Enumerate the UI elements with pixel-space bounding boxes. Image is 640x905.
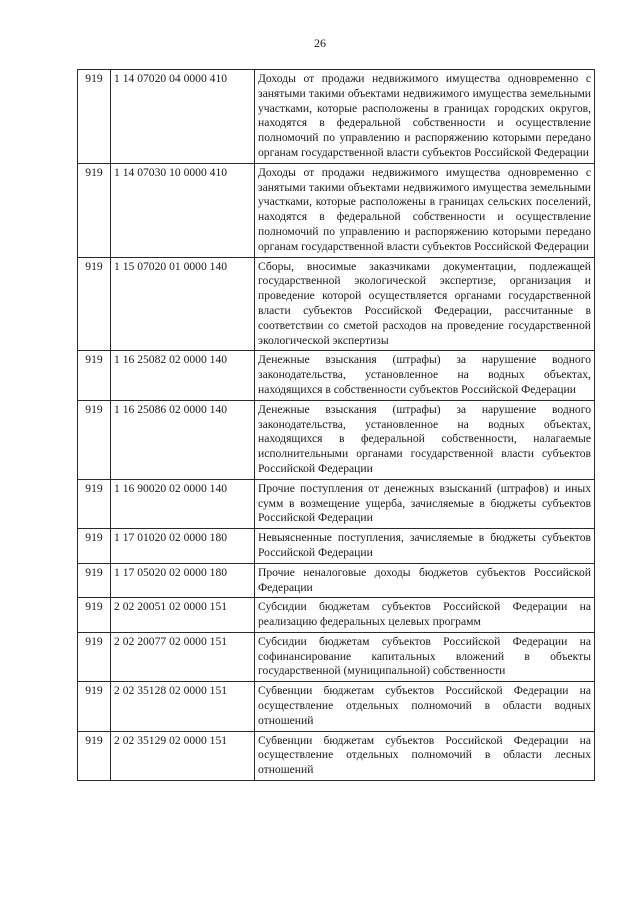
table-row xyxy=(78,632,595,681)
budget-code-cell: 1 17 01020 02 0000 180 xyxy=(111,529,255,564)
budget-code-cell: 1 16 25086 02 0000 140 xyxy=(111,400,255,479)
admin-code-cell: 919 xyxy=(78,400,111,479)
admin-code-cell: 919 xyxy=(78,682,111,731)
budget-code-cell: 2 02 20051 02 0000 151 xyxy=(111,598,255,633)
income-name-cell: Доходы от продажи недвижимого имущества одновременно с занятыми такими объектами недвижимого имущества земельными участками, которые расположены в границах сельских поселений, находятся в федеральной собственности и осуществление полномочий по управлению и распоряжению которыми передано органам государственной власти субъектов Российской Федерации xyxy=(255,163,595,257)
budget-code-cell: 1 14 07020 04 0000 410 xyxy=(111,70,255,164)
table-row xyxy=(78,731,595,780)
income-name-cell: Доходы от продажи недвижимого имущества одновременно с занятыми такими объектами недвижимого имущества земельными участками, которые расположены в границах городских округов, находятся в федеральной собственности и осуществление полномочий по управлению и распоряжению которыми передано органам государственной власти субъектов Российской Федерации xyxy=(255,70,595,164)
admin-code-cell: 919 xyxy=(78,731,111,780)
page-number: 26 xyxy=(314,36,326,50)
income-name-cell: Денежные взыскания (штрафы) за нарушение водного законодательства, установленное на водных объектах, находящихся в собственности субъектов Российской Федерации xyxy=(255,351,595,400)
budget-code-cell: 1 17 05020 02 0000 180 xyxy=(111,563,255,598)
admin-code-cell: 919 xyxy=(78,529,111,564)
admin-code-cell: 919 xyxy=(78,563,111,598)
table-row xyxy=(78,563,595,598)
income-name-cell: Субсидии бюджетам субъектов Российской Федерации на софинансирование капитальных вложений в объекты государственной (муниципальной) собственности xyxy=(255,632,595,681)
admin-code-cell: 919 xyxy=(78,632,111,681)
budget-code-cell: 1 16 25082 02 0000 140 xyxy=(111,351,255,400)
admin-code-cell: 919 xyxy=(78,598,111,633)
table-row xyxy=(78,529,595,564)
table-row xyxy=(78,400,595,479)
income-name-cell: Субсидии бюджетам субъектов Российской Федерации на реализацию федеральных целевых программ xyxy=(255,598,595,633)
income-name-cell: Прочие поступления от денежных взысканий (штрафов) и иных сумм в возмещение ущерба, зачисляемые в бюджеты субъектов Российской Федерации xyxy=(255,479,595,528)
admin-code-cell: 919 xyxy=(78,257,111,351)
table-row xyxy=(78,70,595,164)
income-name-cell: Прочие неналоговые доходы бюджетов субъектов Российской Федерации xyxy=(255,563,595,598)
table-row xyxy=(78,351,595,400)
admin-code-cell: 919 xyxy=(78,70,111,164)
income-name-cell: Сборы, вносимые заказчиками документации, подлежащей государственной экологической экспертизе, организация и проведение которой осуществляется органами государственной власти субъектов Российской Федерации, рассчитанные в соответствии со сметой расходов на проведение государственной экологической экспертизы xyxy=(255,257,595,351)
budget-code-cell: 1 14 07030 10 0000 410 xyxy=(111,163,255,257)
admin-code-cell: 919 xyxy=(78,163,111,257)
budget-codes-table xyxy=(77,69,595,781)
table-row xyxy=(78,479,595,528)
table-row xyxy=(78,257,595,351)
admin-code-cell: 919 xyxy=(78,479,111,528)
admin-code-cell: 919 xyxy=(78,351,111,400)
table-row xyxy=(78,163,595,257)
table-row xyxy=(78,682,595,731)
table-body xyxy=(78,70,595,781)
income-name-cell: Субвенции бюджетам субъектов Российской Федерации на осуществление отдельных полномочий в области лесных отношений xyxy=(255,731,595,780)
income-name-cell: Денежные взыскания (штрафы) за нарушение водного законодательства, установленное на водных объектах, находящихся в федеральной собственности, налагаемые исполнительными органами государственной власти субъектов Российской Федерации xyxy=(255,400,595,479)
budget-code-cell: 2 02 35128 02 0000 151 xyxy=(111,682,255,731)
budget-code-cell: 1 15 07020 01 0000 140 xyxy=(111,257,255,351)
table-row xyxy=(78,598,595,633)
income-name-cell: Невыясненные поступления, зачисляемые в бюджеты субъектов Российской Федерации xyxy=(255,529,595,564)
budget-code-cell: 1 16 90020 02 0000 140 xyxy=(111,479,255,528)
budget-code-cell: 2 02 20077 02 0000 151 xyxy=(111,632,255,681)
budget-code-cell: 2 02 35129 02 0000 151 xyxy=(111,731,255,780)
income-name-cell: Субвенции бюджетам субъектов Российской Федерации на осуществление отдельных полномочий в области водных отношений xyxy=(255,682,595,731)
